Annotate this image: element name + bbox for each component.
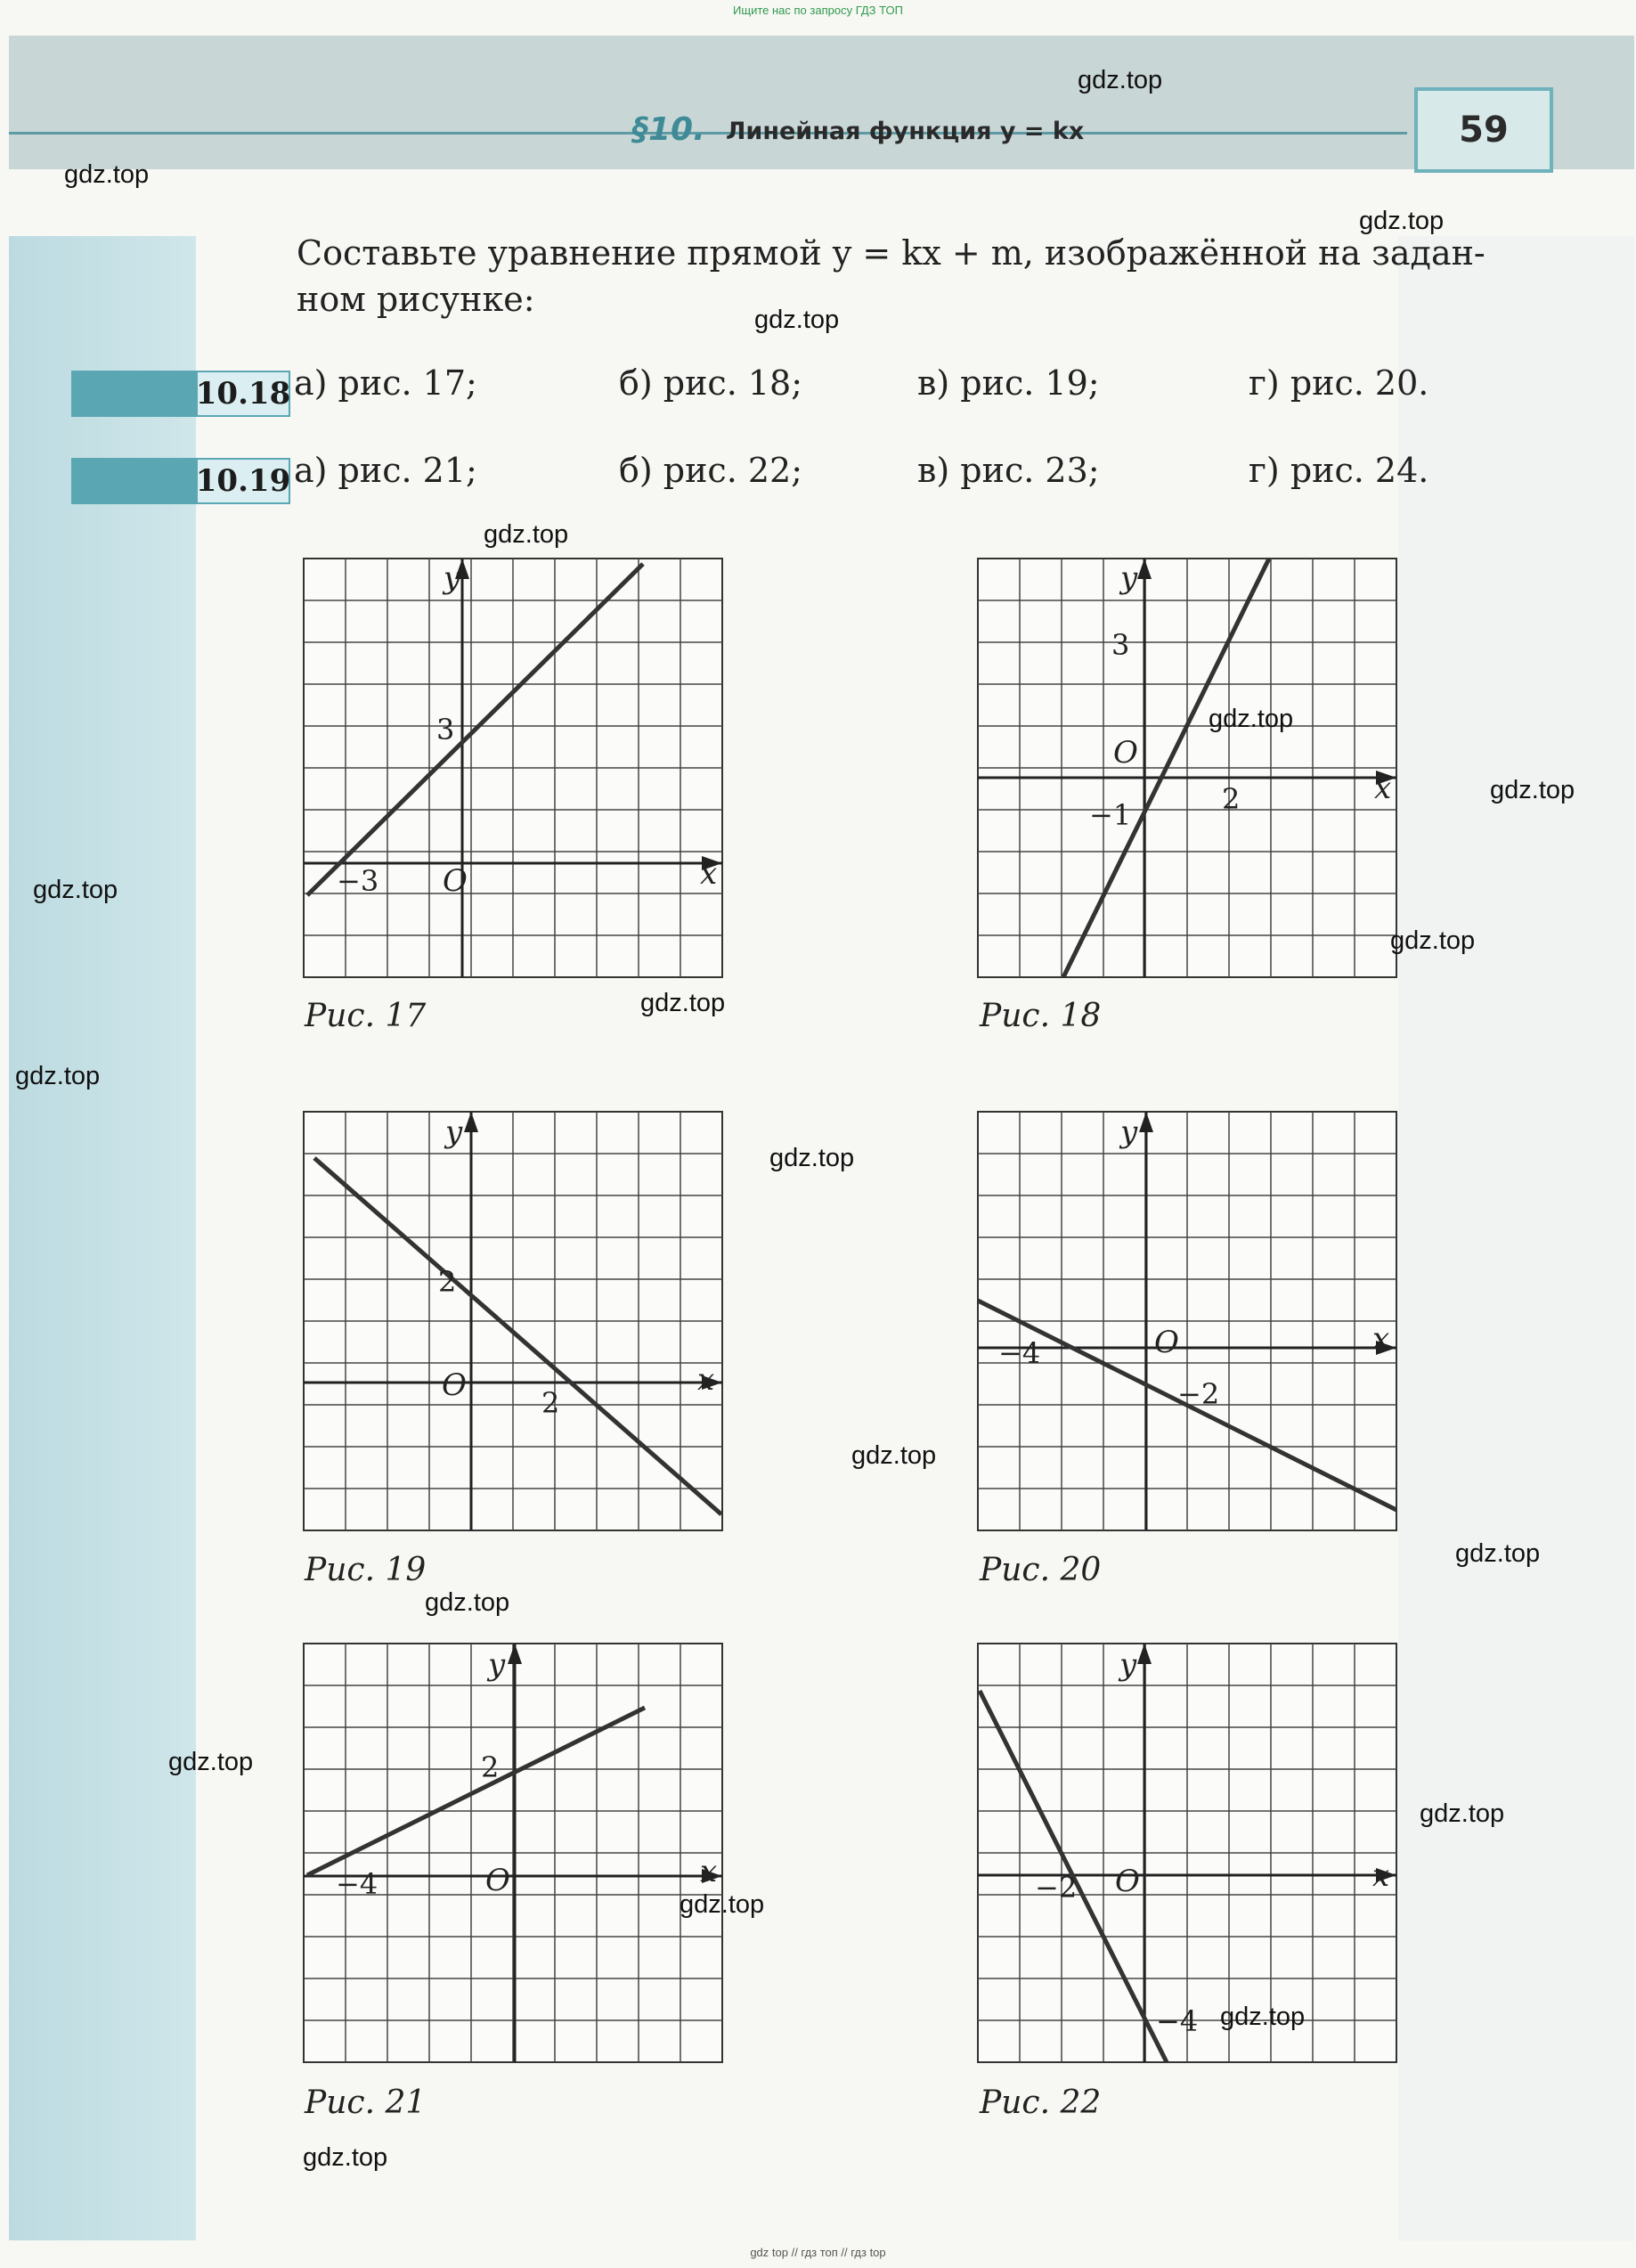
watermark: gdz.top <box>680 1890 765 1919</box>
watermark: gdz.top <box>168 1748 254 1776</box>
x-axis-label: x <box>1374 771 1392 806</box>
watermark: gdz.top <box>1359 207 1445 235</box>
y-axis-label: y <box>444 560 461 596</box>
y-axis-label: y <box>1120 560 1138 596</box>
watermark: gdz.top <box>1420 1799 1505 1828</box>
axis-value-label: 2 <box>1222 782 1241 816</box>
task-option: б) рис. 18; <box>619 363 803 403</box>
axis-value-label: 2 <box>481 1750 500 1784</box>
axis-value-label: 2 <box>541 1386 560 1420</box>
origin-label: O <box>485 1863 510 1898</box>
y-axis-label: y <box>445 1114 463 1150</box>
figure-21 <box>304 1644 722 2062</box>
watermark: gdz.top <box>1209 705 1294 733</box>
watermark: gdz.top <box>640 989 726 1017</box>
figure-caption: Рис. 20 <box>980 1552 1102 1588</box>
x-axis-label: x <box>697 1362 715 1398</box>
section-title: Линейная функция y = kx <box>726 118 1085 145</box>
watermark: gdz.top <box>33 876 118 904</box>
axis-value-label: 3 <box>1111 628 1130 662</box>
watermark: gdz.top <box>1490 776 1575 804</box>
task-option: б) рис. 22; <box>619 451 803 490</box>
axis-value-label: −4 <box>336 1867 378 1901</box>
task-option: г) рис. 24. <box>1249 451 1429 490</box>
task-option: а) рис. 17; <box>294 363 477 403</box>
watermark: gdz.top <box>754 306 840 334</box>
y-axis-label: y <box>1120 1114 1138 1150</box>
task-option: г) рис. 20. <box>1249 363 1429 403</box>
intro-line-2: ном рисунке: <box>297 280 535 319</box>
watermark: gdz.top <box>1078 66 1163 94</box>
task-option: в) рис. 19; <box>917 363 1100 403</box>
axis-value-label: 3 <box>436 713 455 746</box>
watermark: gdz.top <box>1390 926 1476 955</box>
axis-value-label: −2 <box>1177 1377 1220 1411</box>
figure-caption: Рис. 19 <box>305 1552 427 1588</box>
watermark: gdz.top <box>484 520 569 549</box>
watermark: gdz.top <box>64 160 150 189</box>
intro-line-1: Составьте уравнение прямой y = kx + m, изображённой на задан- <box>297 233 1485 273</box>
origin-label: O <box>1115 1864 1140 1899</box>
watermark: gdz.top <box>851 1441 937 1470</box>
figure-17 <box>304 559 722 977</box>
task-option: а) рис. 21; <box>294 451 477 490</box>
figure-caption: Рис. 17 <box>305 998 427 1034</box>
axis-value-label: 2 <box>438 1265 457 1299</box>
task-number: 10.18 <box>196 371 290 417</box>
x-axis-label: x <box>700 856 718 892</box>
figure-22 <box>978 1644 1396 2062</box>
top-note: Ищите нас по запросу ГДЗ ТОП <box>733 4 903 17</box>
axis-value-label: −2 <box>1035 1871 1078 1905</box>
axis-value-label: −3 <box>337 864 379 898</box>
task-option: в) рис. 23; <box>917 451 1100 490</box>
bottom-note: gdz top // гдз топ // гдз top <box>750 2246 886 2259</box>
y-axis-label: y <box>488 1647 506 1683</box>
origin-label: O <box>1154 1325 1179 1360</box>
x-axis-label: x <box>700 1854 718 1889</box>
axis-value-label: −1 <box>1089 798 1132 832</box>
watermark: gdz.top <box>303 2143 388 2172</box>
section-number: §10. <box>632 111 705 148</box>
watermark: gdz.top <box>769 1144 855 1172</box>
watermark: gdz.top <box>425 1588 510 1617</box>
watermark: gdz.top <box>1220 2003 1306 2031</box>
page-number: 59 <box>1414 87 1553 173</box>
y-axis-label: y <box>1119 1647 1137 1683</box>
figure-20 <box>978 1112 1396 1530</box>
figure-19 <box>304 1112 722 1530</box>
figure-18 <box>978 559 1396 977</box>
axis-value-label: −4 <box>998 1336 1041 1370</box>
watermark: gdz.top <box>1455 1539 1541 1568</box>
x-axis-label: x <box>1372 1321 1390 1357</box>
origin-label: O <box>442 1367 467 1403</box>
origin-label: O <box>443 863 468 899</box>
task-number: 10.19 <box>196 458 290 504</box>
figure-caption: Рис. 21 <box>305 2084 427 2121</box>
axis-value-label: −4 <box>1156 2004 1199 2038</box>
origin-label: O <box>1113 735 1138 771</box>
watermark: gdz.top <box>15 1062 101 1090</box>
figure-caption: Рис. 18 <box>980 998 1102 1034</box>
figure-caption: Рис. 22 <box>980 2084 1102 2121</box>
x-axis-label: x <box>1372 1858 1390 1894</box>
